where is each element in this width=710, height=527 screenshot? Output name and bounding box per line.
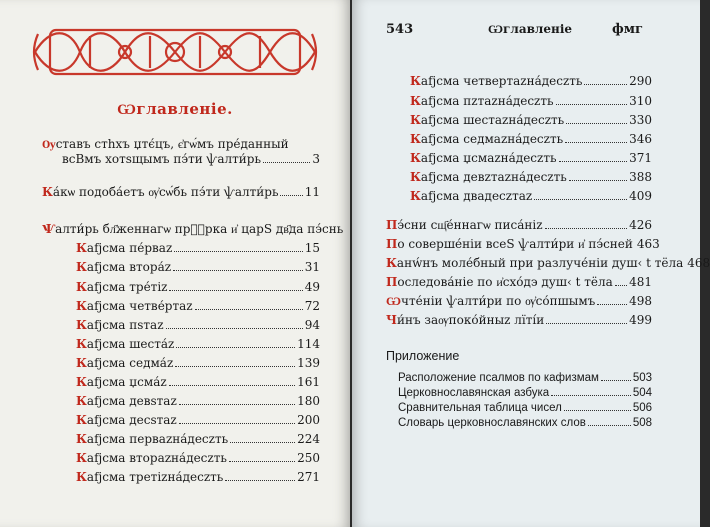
initial: К	[76, 280, 87, 294]
appendix-entry	[398, 400, 652, 415]
folio-numeral: фмг	[612, 22, 643, 37]
toc-entry	[386, 294, 652, 308]
toc-entry	[386, 237, 660, 251]
initial: П	[386, 275, 398, 289]
running-title: Ѡглавлeніе	[488, 22, 573, 36]
entry-text: аfjсма двадесzтаz	[420, 189, 533, 203]
entry-text: аfjсма третіzна́десzть	[86, 470, 224, 484]
toc-entry	[386, 256, 710, 270]
entry-text-line: стaвъ стhхъ џтє́цъ, є҆гѡ́мъ пре́данный	[55, 137, 289, 151]
entry-text: аfjсма четвертаzна́десzть	[420, 74, 583, 88]
toc-entry	[76, 337, 320, 351]
entry-text: аfjсма девzтаzна́десzть	[420, 170, 567, 184]
toc-entry	[386, 218, 652, 232]
initial: К	[410, 189, 421, 203]
initial: К	[76, 318, 87, 332]
page-number: 498	[629, 294, 652, 308]
toc-entry	[410, 151, 652, 165]
toc-entry	[410, 113, 652, 127]
entry-text: аfjсма пе́рваz	[86, 241, 173, 255]
entry-text: аfjсма девsтаz	[86, 394, 177, 408]
page-number: 371	[629, 151, 652, 165]
page-number: 426	[629, 218, 652, 232]
entry-text: э́сни сщ҃е́ннагѡ писа́ніz	[397, 218, 543, 232]
entry-text: аfjсма џсмаzна́десzть	[420, 151, 557, 165]
appendix-entry	[398, 415, 652, 430]
page-number: 11	[304, 185, 320, 199]
initial: К	[76, 337, 87, 351]
toc-entry	[76, 394, 320, 408]
page-number: 499	[629, 313, 652, 327]
left-page	[0, 0, 350, 527]
entry-text: аfjсма седма́z	[86, 356, 174, 370]
entry-text: анẃнъ моле́бный при разлуче́ніи душ‹ t тёла	[396, 256, 684, 270]
page-number: 388	[629, 170, 652, 184]
page-number: 224	[297, 432, 320, 446]
toc-entry	[76, 241, 320, 255]
initial: К	[76, 299, 87, 313]
page-number: 504	[632, 387, 652, 399]
toc-entry	[410, 74, 652, 88]
initial: К	[410, 74, 421, 88]
page-number: 481	[629, 275, 652, 289]
page-number: 330	[629, 113, 652, 127]
toc-entry	[410, 132, 652, 146]
initial: Ѹ	[42, 137, 56, 151]
initial: К	[410, 94, 421, 108]
initial: К	[76, 470, 87, 484]
page-number: 72	[304, 299, 320, 313]
initial: К	[410, 113, 421, 127]
initial: Ѱ	[42, 222, 56, 236]
entry-text: о соверше́ніи всеS ѱалти́ри и҆ пэ́сней	[397, 237, 633, 251]
page-number: 250	[297, 451, 320, 465]
toc-entry	[386, 313, 652, 327]
entry-text: аfjсма четве́ртаz	[86, 299, 193, 313]
page-number: 180	[297, 394, 320, 408]
initial: Ч	[386, 313, 397, 327]
page-number: 503	[632, 372, 652, 384]
entry-text: аfjсма втораzна́десzть	[86, 451, 227, 465]
appendix-title: Приложение	[386, 349, 460, 363]
initial: К	[76, 375, 87, 389]
page-number: 31	[304, 260, 320, 274]
toc-entry	[76, 375, 320, 389]
page-number: 94	[304, 318, 320, 332]
toc-entry	[410, 94, 652, 108]
toc-entry	[76, 356, 320, 370]
toc-entry	[410, 189, 652, 203]
page-number: 409	[629, 189, 652, 203]
toc-entry	[386, 275, 652, 289]
page-number: 508	[632, 417, 652, 429]
toc-entry	[76, 432, 320, 446]
page-number: 15	[304, 241, 320, 255]
entry-text: аfjсма шеста́z	[86, 337, 175, 351]
entry-text: Сравнительная таблица чисел	[398, 402, 562, 414]
page-number: 290	[629, 74, 652, 88]
toc-entry	[42, 137, 320, 167]
initial: К	[76, 451, 87, 465]
entry-text: Словарь церковнославянских слов	[398, 417, 586, 429]
entry-text-line: всBмъ хотsщымъ пэ́ти ѱалти́рь	[62, 152, 261, 166]
entry-text: аfjсма шестаzна́десzть	[420, 113, 565, 127]
appendix-entry	[398, 385, 652, 400]
page-number: 463	[636, 237, 660, 251]
page-number: 200	[297, 413, 320, 427]
initial: К	[386, 256, 397, 270]
toc-entry	[76, 318, 320, 332]
page-number: 3	[312, 152, 320, 166]
initial: П	[386, 237, 398, 251]
page-number: 139	[297, 356, 320, 370]
page-number: 310	[629, 94, 652, 108]
page-title: Ѡглавлeніе.	[117, 100, 233, 118]
initial: Ѡ	[386, 294, 402, 308]
heading-text: алти́рь бл҃женнагѡ прⷪ҇рка и҆ царS дв҃да пэ́снь	[55, 222, 344, 236]
entry-text: аfjсма втора́z	[86, 260, 172, 274]
entry-text: а́кѡ подоба́етъ ѹ҆сѡ́бь пэ́ти ѱалти́рь	[52, 185, 279, 199]
entry-text: аfjсма седмаzна́десzть	[420, 132, 564, 146]
toc-entry	[76, 280, 320, 294]
toc-entry	[42, 185, 320, 199]
initial: К	[42, 185, 53, 199]
page-number-header: 543	[386, 22, 414, 37]
entry-text: и́нъ заѹпоко́йныz лїті́и	[396, 313, 545, 327]
initial: К	[76, 241, 87, 255]
entry-text: аfjсма пsтаz	[86, 318, 164, 332]
initial: К	[76, 413, 87, 427]
entry-text: оследова́ніе по и҆схо́дэ душ‹ t тёла	[397, 275, 613, 289]
page-number: 346	[629, 132, 652, 146]
page-number: 506	[632, 402, 652, 414]
entry-text: аfjсма десsтаz	[86, 413, 177, 427]
toc-entry	[76, 470, 320, 484]
initial: К	[76, 356, 87, 370]
initial: К	[76, 394, 87, 408]
headpiece-ornament	[30, 22, 320, 82]
toc-entry	[410, 170, 652, 184]
entry-text: Церковнославянская азбука	[398, 387, 550, 399]
toc-entry	[76, 299, 320, 313]
entry-text: Расположение псалмов по кафизмам	[398, 372, 599, 384]
toc-entry	[76, 260, 320, 274]
page-number: 271	[297, 470, 320, 484]
initial: К	[76, 260, 87, 274]
entry-text: аfjсма тре́тіz	[86, 280, 168, 294]
toc-entry	[76, 451, 320, 465]
initial: К	[410, 132, 421, 146]
section-heading	[42, 222, 344, 236]
initial: К	[410, 170, 421, 184]
entry-text: аfjсма пzтаzна́десzть	[420, 94, 554, 108]
page-number: 49	[304, 280, 320, 294]
entry-text: аfjсма џсма́z	[86, 375, 167, 389]
page-number: 114	[297, 337, 320, 351]
initial: К	[410, 151, 421, 165]
page-number: 161	[297, 375, 320, 389]
toc-entry	[76, 413, 320, 427]
appendix-entry	[398, 370, 652, 385]
initial: П	[386, 218, 398, 232]
initial: К	[76, 432, 87, 446]
entry-text: чте́ніи ѱалти́ри по ѹ҆со́пшымъ	[401, 294, 596, 308]
entry-text: аfjсма перваzна́десzть	[86, 432, 229, 446]
page-number: 468	[687, 256, 710, 270]
